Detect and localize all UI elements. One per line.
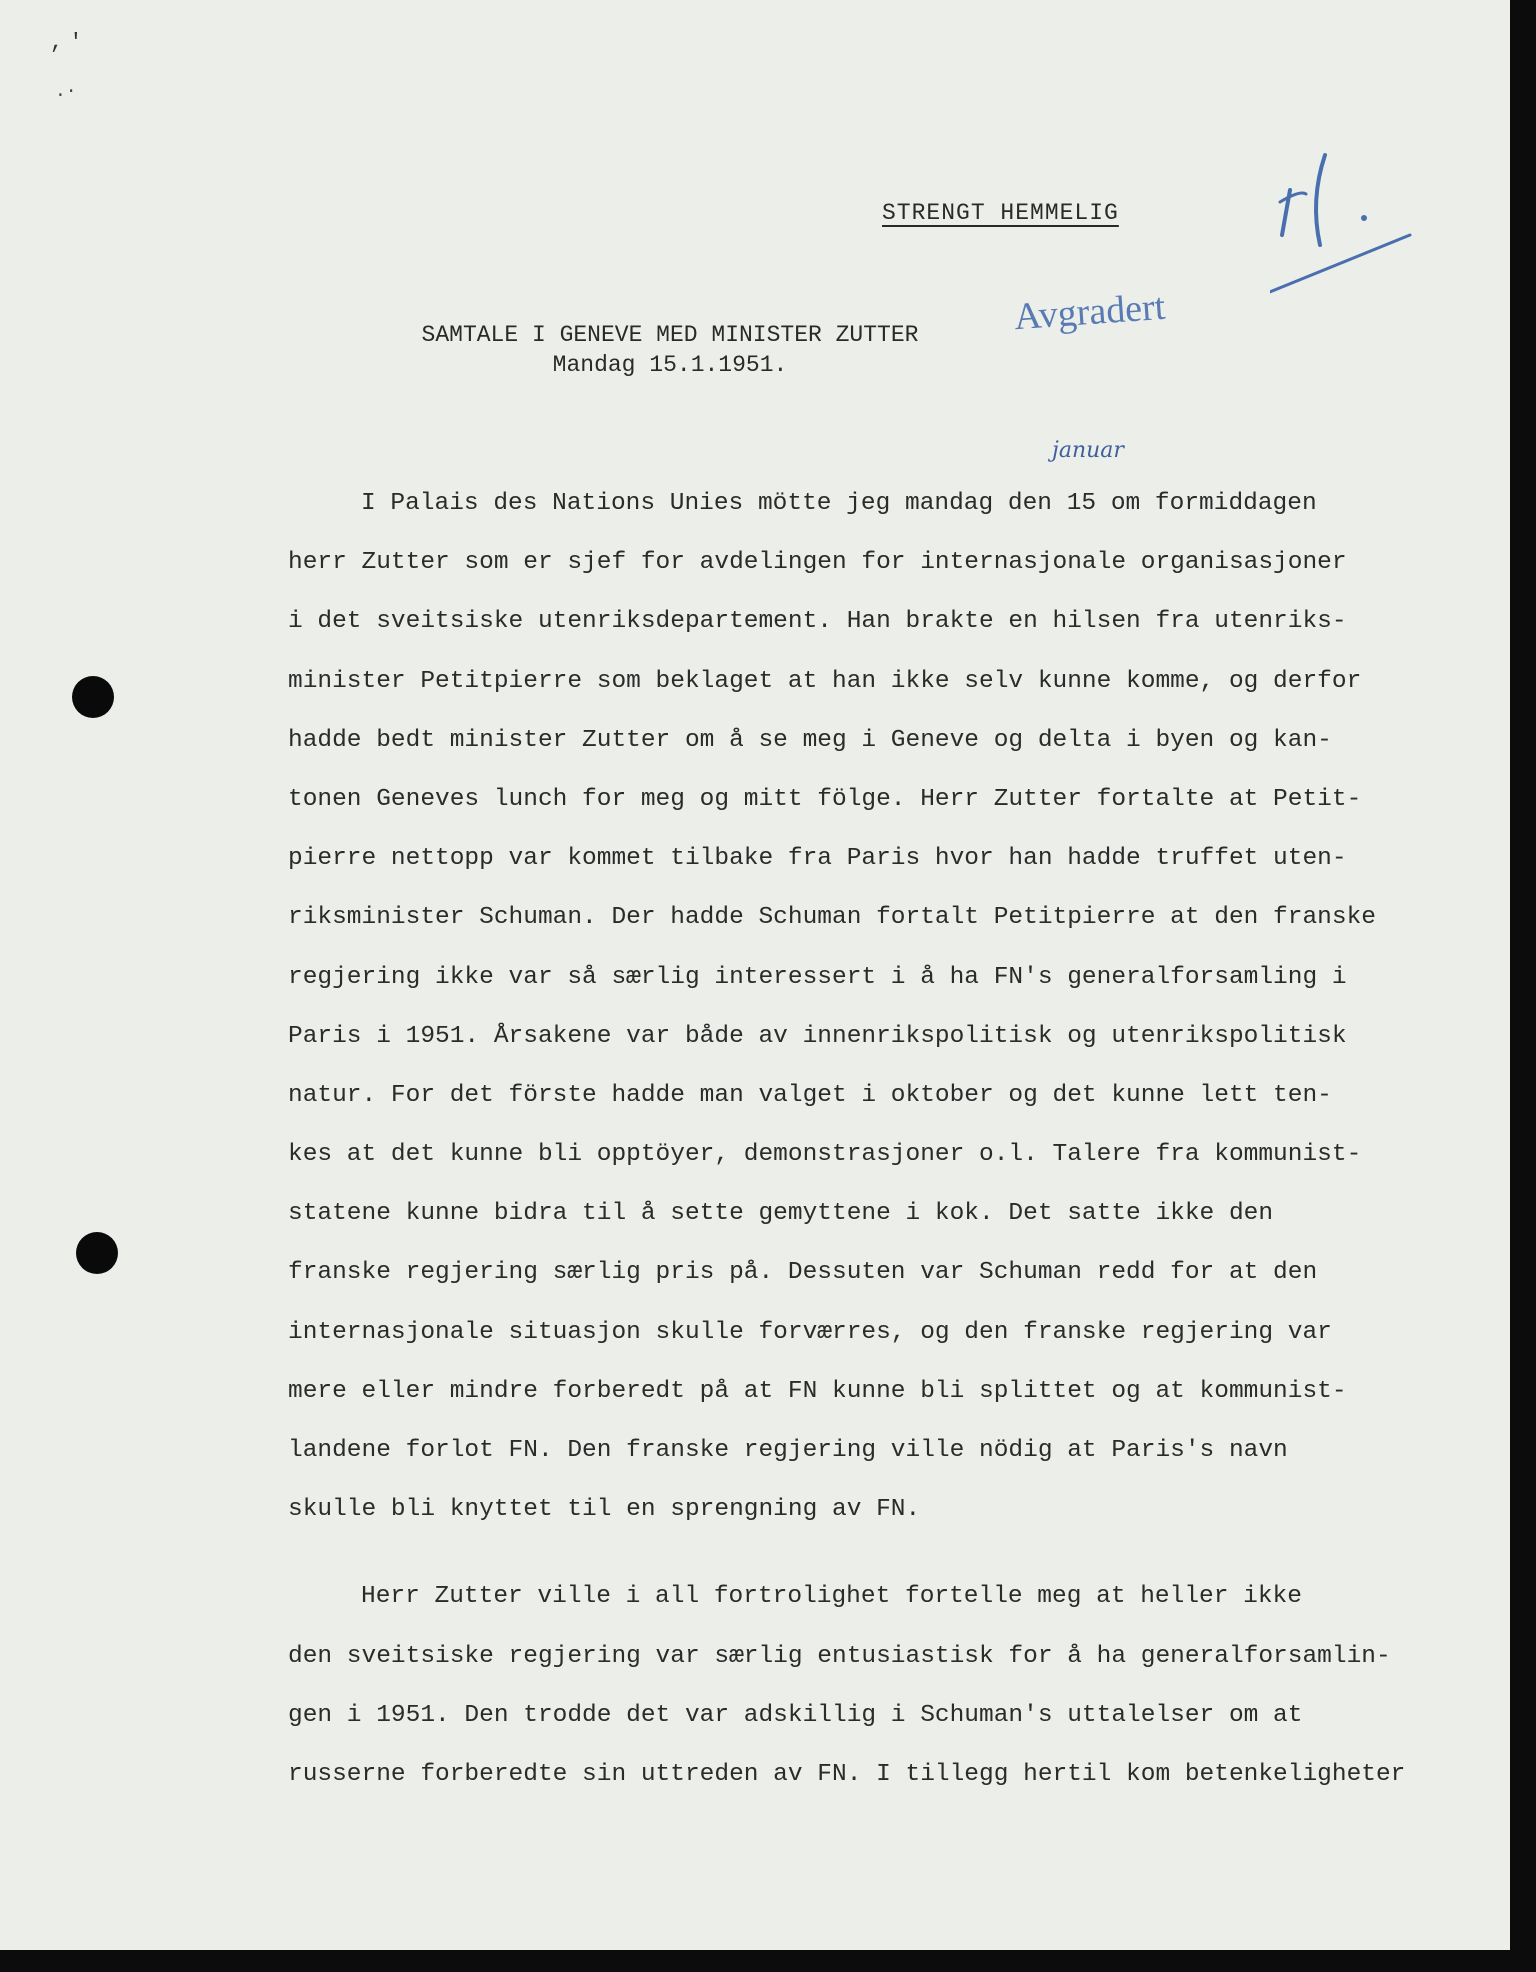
text-line: natur. For det förste hadde man valget i oktober og det kunne lett ten- (288, 1081, 1332, 1109)
declassified-stamp: Avgradert (1012, 285, 1167, 339)
document-title (330, 320, 1010, 380)
text-line: I Palais des Nations Unies mötte jeg mandag den 15 om formiddagen (361, 490, 1317, 517)
text-line: internasjonale situasjon skulle forværres, og den franske regjering var (288, 1318, 1332, 1346)
title-line-2: Mandag 15.1.1951. (552, 352, 788, 378)
text-line: skulle bli knyttet til en sprengning av FN. (288, 1496, 921, 1524)
text-line: landene forlot FN. Den franske regjering ville nödig at Paris's navn (288, 1437, 1288, 1464)
handwritten-initials (1270, 150, 1430, 325)
text-line: Herr Zutter ville i all fortrolighet fortelle meg at heller ikke (361, 1583, 1302, 1611)
margin-specks: ,' (50, 30, 89, 55)
text-line: i det sveitsiske utenriksdepartement. Han brakte en hilsen fra utenriks- (288, 608, 1347, 636)
text-line: tonen Geneves lunch for meg og mitt fölge. Herr Zutter fortalte at Petit- (288, 785, 1362, 813)
text-line: riksminister Schuman. Der hadde Schuman fortalt Petitpierre at den franske (288, 904, 1376, 932)
text-line: kes at det kunne bli opptöyer, demonstrasjoner o.l. Talere fra kommunist- (288, 1141, 1362, 1169)
text-line: hadde bedt minister Zutter om å se meg i Geneve og delta i byen og kan- (288, 726, 1332, 754)
text-line: pierre nettopp var kommet tilbake fra Paris hvor han hadde truffet uten- (288, 845, 1347, 873)
text-line: regjering ikke var så særlig interessert i å ha FN's generalforsamling i (288, 963, 1347, 991)
text-line: minister Petitpierre som beklaget at han ikke selv kunne komme, og derfor (288, 667, 1362, 695)
text-line: gen i 1951. Den trodde det var adskillig i Schuman's uttalelser om at (288, 1701, 1303, 1729)
body-text (288, 474, 1428, 1804)
punch-hole-lower (76, 1232, 118, 1274)
text-line: mere eller mindre forberedt på at FN kunne bli splittet og at kommunist- (288, 1377, 1347, 1405)
text-line: russerne forberedte sin uttreden av FN. I tillegg hertil kom betenkeligheter (288, 1760, 1406, 1788)
classification-label: STRENGT HEMMELIG (882, 200, 1119, 226)
text-line: franske regjering særlig pris på. Dessuten var Schuman redd for at den (288, 1259, 1318, 1287)
punch-hole-upper (72, 676, 114, 718)
text-line: Paris i 1951. Årsakene var både av innenrikspolitisk og utenrikspolitisk (288, 1022, 1347, 1050)
title-line-1: SAMTALE I GENEVE MED MINISTER ZUTTER (421, 322, 919, 348)
text-line: statene kunne bidra til å sette gemyttene i kok. Det satte ikke den (288, 1200, 1274, 1228)
margin-specks-2: .· (55, 82, 77, 102)
text-line: den sveitsiske regjering var særlig entusiastisk for å ha generalforsamlin- (288, 1642, 1391, 1670)
text-line: herr Zutter som er sjef for avdelingen for internasjonale organisasjoner (288, 549, 1347, 577)
handwritten-annotation: januar (1052, 438, 1124, 463)
